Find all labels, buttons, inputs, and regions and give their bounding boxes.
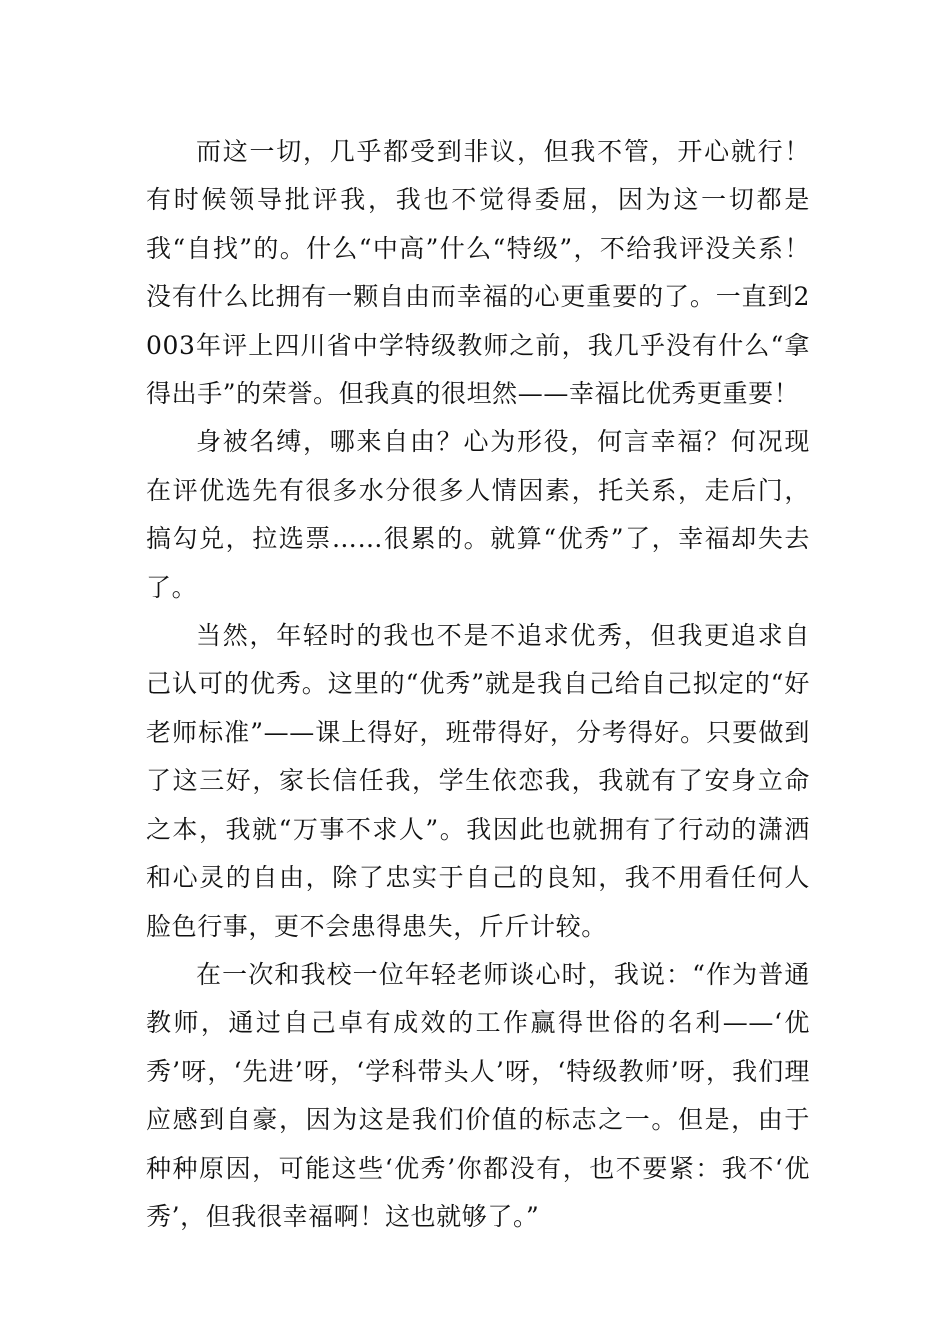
paragraph-4: 在一次和我校一位年轻老师谈心时，我说：“作为普通教师，通过自己卓有成效的工作赢得世俗的名利——‘优秀’呀，‘先进’呀，‘学科带头人’呀，‘特级教师’呀，我们理应感到自豪，因为这是我们价值的标志之一。但是，由于种种原因，可能这些‘优秀’你都没有，也不要紧：我不‘优秀’，但我很幸福啊！这也就够了。”: [146, 959, 810, 1231]
paragraph-1: 而这一切，几乎都受到非议，但我不管，开心就行！有时候领导批评我，我也不觉得委屈，因为这一切都是我“自找”的。什么“中高”什么“特级”，不给我评没关系！没有什么比拥有一颗自由而幸福的心更重要的了。一直到2003年评上四川省中学特级教师之前，我几乎没有什么“拿得出手”的荣誉。但我真的很坦然——幸福比优秀更重要！: [146, 137, 810, 409]
body-text: [146, 128, 810, 1241]
paragraph-2: 身被名缚，哪来自由？心为形役，何言幸福？何况现在评优选先有很多水分很多人情因素，托关系，走后门，搞勾兑，拉选票……很累的。就算“优秀”了，幸福却失去了。: [146, 427, 810, 602]
paragraph-3: 当然，年轻时的我也不是不追求优秀，但我更追求自己认可的优秀。这里的“优秀”就是我自己给自己拟定的“好老师标准”——课上得好，班带得好，分考得好。只要做到了这三好，家长信任我，学生依恋我，我就有了安身立命之本，我就“万事不求人”。我因此也就拥有了行动的潇洒和心灵的自由，除了忠实于自己的良知，我不用看任何人脸色行事，更不会患得患失，斤斤计较。: [146, 621, 810, 941]
